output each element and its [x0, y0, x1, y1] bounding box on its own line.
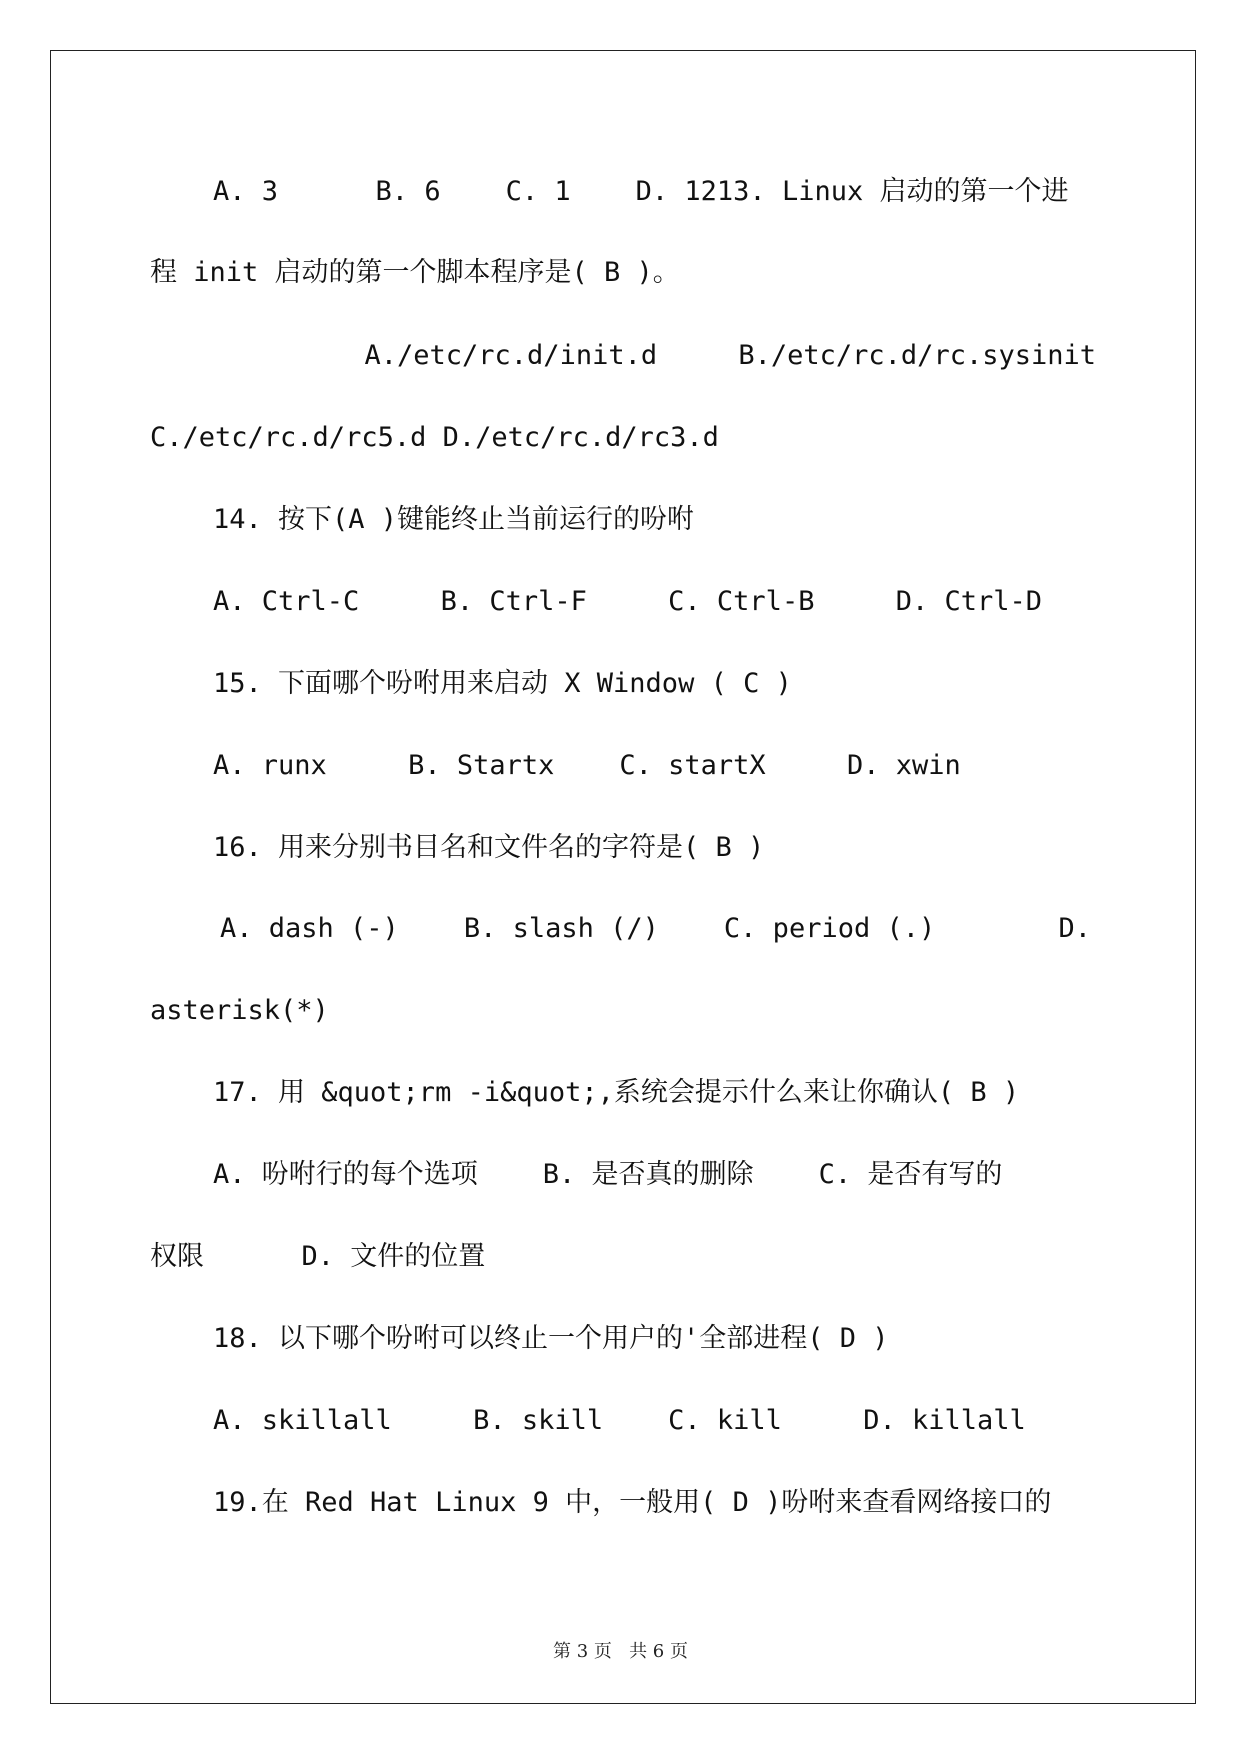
options-16-d-text: asterisk(*): [150, 995, 329, 1026]
question-16: 16. 用来分别书目名和文件名的字符是( B ): [213, 832, 765, 863]
options-16: A. dash (-) B. slash (/) C. period (.): [220, 913, 936, 944]
options-15: A. runx B. Startx C. startX D. xwin: [213, 750, 961, 781]
text-line: A./etc/rc.d/init.d B./etc/rc.d/rc.sysinit: [364, 340, 1096, 371]
text-line: A. 3 B. 6 C. 1 D. 1213. Linux 启动的第一个进: [213, 176, 1069, 207]
text-line: 程 init 启动的第一个脚本程序是( B )。: [150, 257, 680, 288]
page-footer: 第 3 页 共 6 页: [553, 1641, 688, 1662]
text-line: C./etc/rc.d/rc5.d D./etc/rc.d/rc3.d: [150, 422, 719, 453]
options-17-cont: 权限 D. 文件的位置: [150, 1241, 486, 1272]
question-19: 19.在 Red Hat Linux 9 中，一般用( D )吩咐来查看网络接口的: [213, 1487, 1052, 1518]
question-17: 17. 用 &quot;rm -i&quot;,系统会提示什么来让你确认( B ): [213, 1077, 1020, 1108]
page-frame: [50, 50, 1196, 1704]
options-17: A. 吩咐行的每个选项 B. 是否真的删除 C. 是否有写的: [213, 1159, 1003, 1190]
question-15: 15. 下面哪个吩咐用来启动 X Window ( C ): [213, 668, 792, 699]
question-14: 14. 按下(A )键能终止当前运行的吩咐: [213, 504, 695, 535]
options-16-d-label: D.: [1058, 913, 1091, 944]
question-18: 18. 以下哪个吩咐可以终止一个用户的'全部进程( D ): [213, 1323, 889, 1354]
options-18: A. skillall B. skill C. kill D. killall: [213, 1405, 1026, 1436]
options-14: A. Ctrl-C B. Ctrl-F C. Ctrl-B D. Ctrl-D: [213, 586, 1043, 617]
